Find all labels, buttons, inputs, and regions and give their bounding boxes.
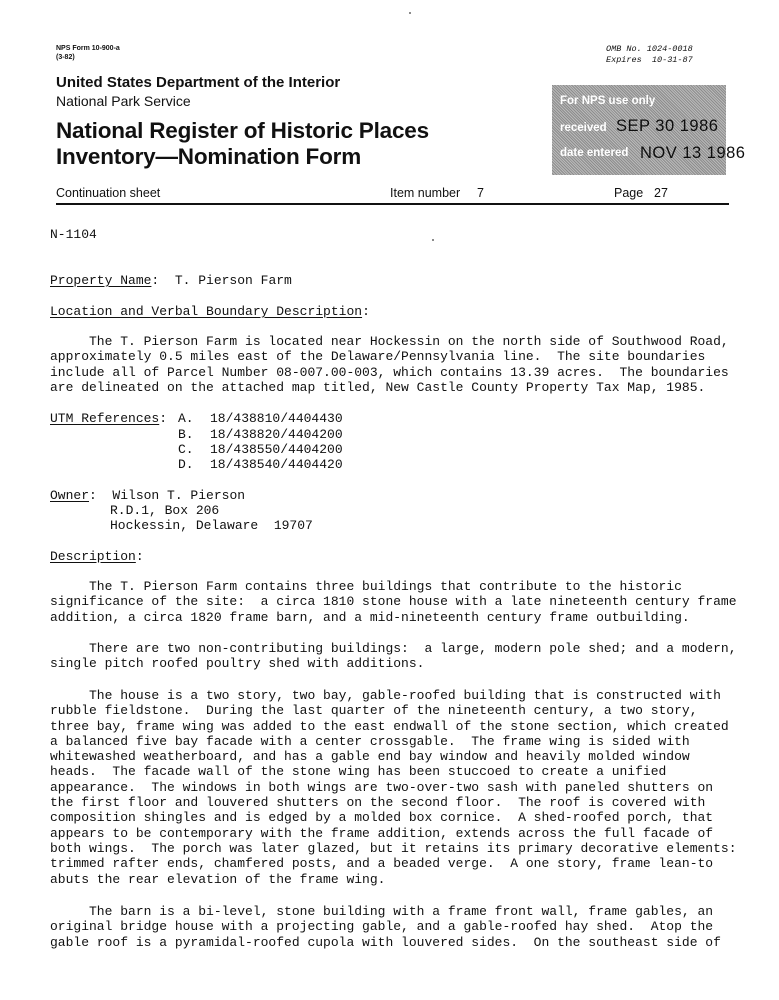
utm-colon: :: [159, 411, 168, 426]
item-number-label: Item number: [390, 186, 461, 200]
owner-label: Owner: [50, 488, 90, 503]
description-heading: [50, 549, 144, 564]
date-entered-label: date entered: [560, 147, 629, 159]
omb-number: OMB No. 1024-0018: [606, 44, 693, 54]
location-heading-colon: :: [362, 304, 370, 319]
utm-heading: [50, 411, 167, 426]
form-number-line1: NPS Form 10-900-a: [56, 45, 120, 52]
page-number: 27: [654, 186, 668, 200]
utm-label: UTM References: [50, 411, 160, 426]
owner-address-line1: R.D.1, Box 206: [110, 503, 220, 518]
reference-id: N-1104: [50, 227, 97, 242]
owner-address-line2: Hockessin, Delaware 19707: [110, 518, 313, 533]
omb-info: [606, 44, 693, 66]
property-name-label: Property Name: [50, 273, 152, 288]
department-name: United States Department of the Interior: [56, 74, 341, 91]
item-number-value: 7: [477, 186, 484, 200]
utm-ref-letter: D.: [178, 457, 194, 472]
form-number-line2: (3-82): [56, 54, 75, 61]
omb-expires: Expires 10-31-87: [606, 55, 693, 65]
owner-name: : Wilson T. Pierson: [89, 488, 246, 503]
header-divider: [56, 203, 729, 205]
utm-ref-value: 18/438820/4404200: [210, 427, 343, 442]
location-description: The T. Pierson Farm is located near Hockessin on the north side of Southwood Road, approximately 0.5 miles east of the Delaware/Pennsylvania line. The site boundaries include all of Parcel Number 08-007.00-003, which contains 13.39 acres. The boundaries are delineated on the attached map titled, New Castle County Property Tax Map, 1985.: [50, 334, 729, 395]
location-heading-text: Location and Verbal Boundary Description: [50, 304, 363, 319]
owner: [50, 488, 245, 503]
description-paragraph: The barn is a bi-level, stone building with a frame front wall, frame gables, an original bridge house with a projecting gable, and a gable-roofed hay shed. Atop the gable roof is a pyramidal-roofed cupola with louvered sides. On the southeast side of: [50, 904, 721, 950]
for-nps-use-label: For NPS use only: [560, 95, 656, 107]
utm-ref-letter: C.: [178, 442, 194, 457]
utm-ref-value: 18/438540/4404420: [210, 457, 343, 472]
property-name: [50, 273, 292, 288]
form-title-line2: Inventory—Nomination Form: [56, 144, 362, 169]
nps-use-stamp: [552, 85, 746, 175]
description-label: Description: [50, 549, 136, 564]
received-date: SEP 30 1986: [616, 117, 719, 135]
service-name: National Park Service: [56, 93, 191, 109]
description-colon: :: [135, 549, 144, 564]
property-name-value: : T. Pierson Farm: [151, 273, 292, 288]
scan-speck: [409, 12, 411, 14]
description-paragraph: The T. Pierson Farm contains three buildings that contribute to the historic significance of the site: a circa 1810 stone house with a late nineteenth century frame addition, a circa 1820 frame barn, and a mid-nineteenth century frame outbuilding.: [50, 579, 737, 625]
description-paragraph: There are two non-contributing buildings: a large, modern pole shed; and a modern, single pitch roofed poultry shed with additions.: [50, 641, 737, 672]
utm-ref-letter: A.: [178, 411, 194, 426]
scan-speck: [432, 239, 434, 241]
continuation-sheet-label: Continuation sheet: [56, 186, 161, 200]
received-label: received: [560, 122, 607, 134]
page-label: Page: [614, 186, 644, 200]
description-paragraph: The house is a two story, two bay, gable-roofed building that is constructed with rubble fieldstone. During the last quarter of the nineteenth century, a two story, three bay, frame wing was added to the east endwall of the stone section, which created a balanced five bay facade with a center crossgable. The frame wing is sided with whitewashed weatherboard, and has a gable end bay window and heavily molded window heads. The facade wall of the stone wing has been stuccoed to create a unified appearance. The windows in both wings are two-over-two sash with paneled shutters on the first floor and louvered shutters on the second floor. The roof is covered with composition shingles and is edged by a molded box cornice. A shed-roofed porch, that appears to be contemporary with the frame addition, extends across the full facade of both wings. The porch was later glazed, but it retains its primary decorative elements: trimmed rafter ends, chamfered posts, and a beaded verge. A one story, frame lean-to abuts the rear elevation of the frame wing.: [50, 688, 737, 887]
form-title-line1: National Register of Historic Places: [56, 118, 429, 143]
utm-ref-value: 18/438550/4404200: [210, 442, 343, 457]
utm-ref-value: 18/438810/4404430: [210, 411, 343, 426]
date-entered-value: NOV 13 1986: [640, 144, 746, 162]
form-number: [56, 44, 120, 62]
location-heading: [50, 304, 370, 319]
utm-ref-letter: B.: [178, 427, 194, 442]
form-title: [56, 118, 429, 170]
